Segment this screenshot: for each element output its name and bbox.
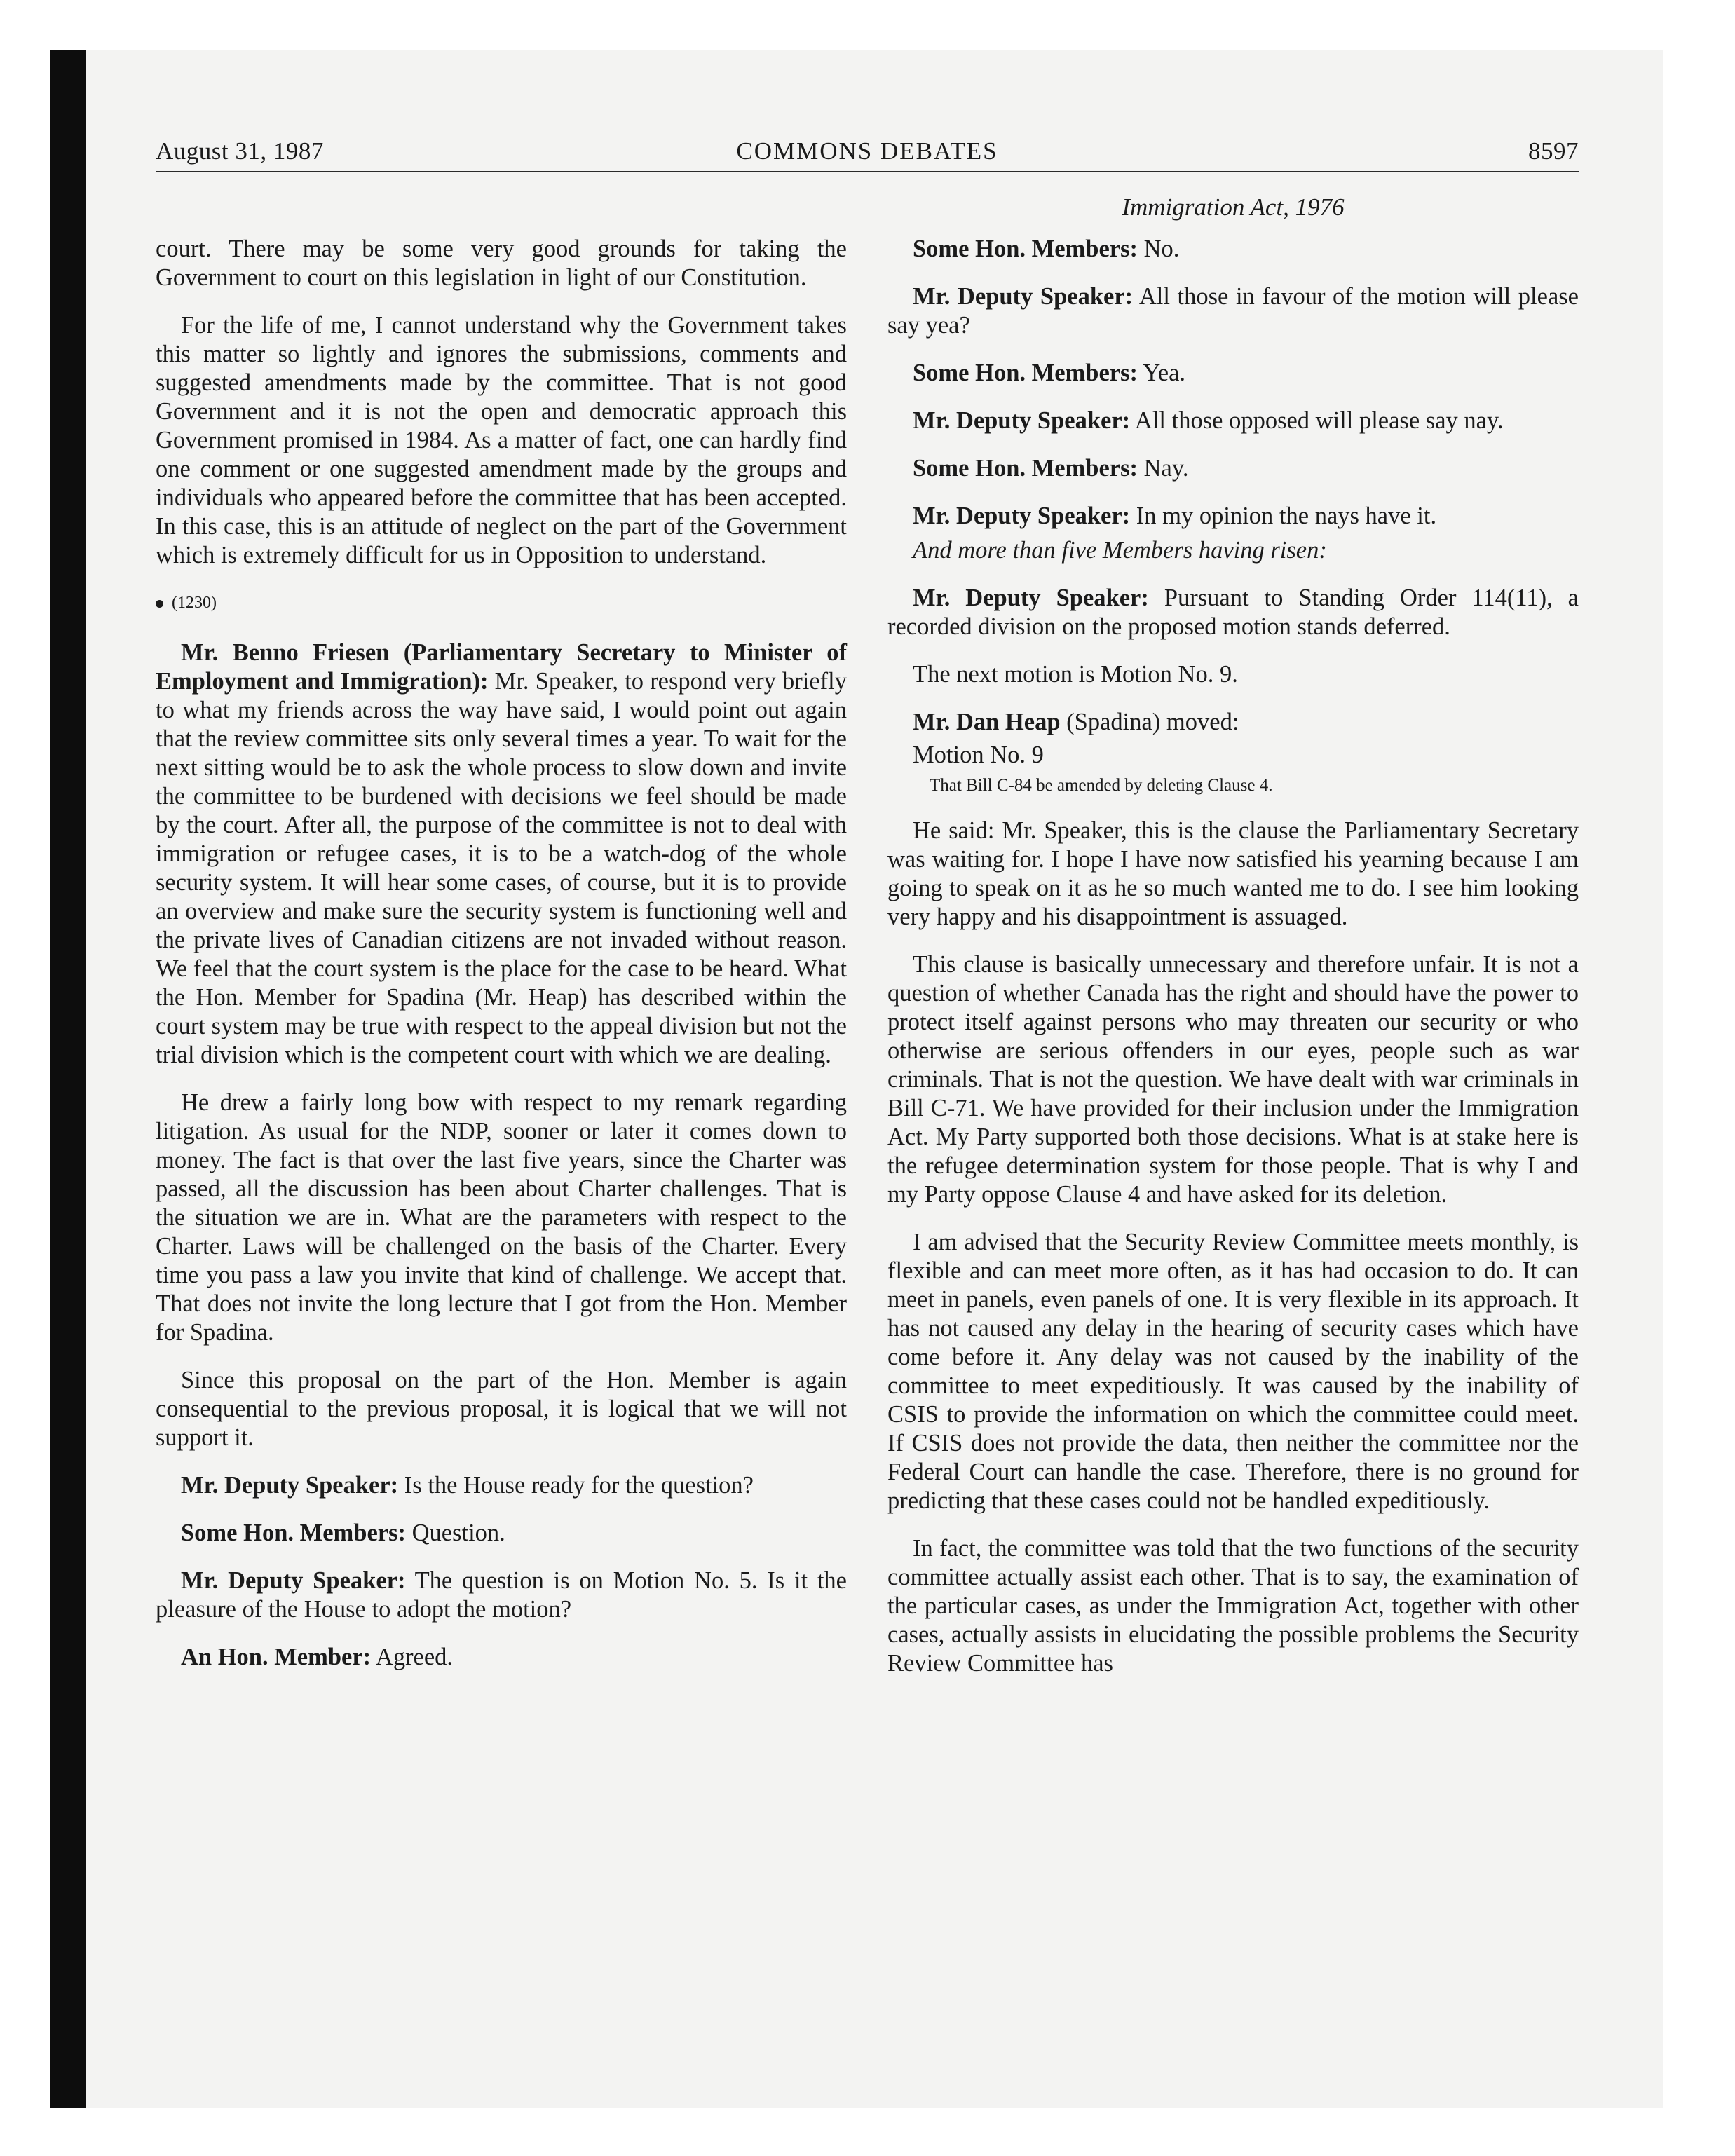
paragraph: He said: Mr. Speaker, this is the clause the Parliamentary Secretary was waiting for. I hope I have now satisfied his yearning because I am going to speak on it as he so much wanted me to do. I see him looking very happy and his disappointment is assuaged. [887,817,1579,930]
speech-text: moved: [1166,709,1239,735]
left-column [156,235,847,1691]
stage-direction: And more than five Members having risen: [913,537,1327,564]
motion-number: Motion No. 9 [913,742,1044,768]
paragraph: court. There may be some very good grounds for taking the Government to court on this legislation in light of our Constitution. [156,236,847,291]
speaker-name: Mr. Deputy Speaker: [913,503,1131,529]
speaker-name: Mr. Dan Heap [913,709,1061,735]
exchange [887,407,1579,435]
right-column [887,235,1579,1697]
header-page-number: 8597 [1528,137,1579,165]
paragraph: This clause is basically unnecessary and therefore unfair. It is not a question of whether Canada has the right and should have the power to protect itself against persons who may threaten our security or who otherwise are serious offenders in our eyes, people such as war criminals. That is not the question. We have dealt with war criminals in Bill C-71. We have provided for their inclusion under the Immigration Act. My Party supported both those decisions. What is at stake here is the refugee determination system for those people. That is why I and my Party oppose Clause 4 and have asked for its deletion. [887,951,1579,1208]
exchange [887,359,1579,388]
speaker-name: Some Hon. Members: [913,360,1138,386]
running-header [156,137,1579,172]
timestamp-text: (1230) [172,594,217,612]
header-date: August 31, 1987 [156,137,324,165]
speech-text: Nay. [1143,455,1189,482]
exchange [887,584,1579,641]
speech-text: All those opposed will please say nay. [1134,407,1504,434]
speaker-name: Mr. Deputy Speaker: [181,1567,406,1594]
speech-text: The question is on Motion No. 5. Is it the pleasure of the House to adopt the motion? [156,1567,847,1623]
speaker-name: Mr. Deputy Speaker: [913,407,1131,434]
speech-text: All those in favour of the motion will please say yea? [887,283,1579,339]
speech-text: Agreed. [375,1644,454,1670]
speech-text: Yea. [1143,360,1186,386]
paragraph: The next motion is Motion No. 9. [913,661,1238,688]
paragraph: Since this proposal on the part of the Hon. Member is again consequential to the previous proposal, it is logical that we will not support it. [156,1367,847,1451]
speech-text: Question. [411,1520,505,1546]
speech-text: Pursuant to Standing Order 114(11), a recorded division on the proposed motion stands deferred. [887,585,1579,640]
speech-text: Is the House ready for the question? [404,1472,754,1499]
timestamp [156,589,847,618]
exchange [887,454,1579,483]
speech-text: In my opinion the nays have it. [1136,503,1437,529]
exchange [156,1471,847,1500]
bullet-icon [156,600,163,608]
motion-text: That Bill C-84 be amended by deleting Clause 4. [930,776,1273,795]
speaker-name: Some Hon. Members: [913,236,1138,262]
speech-friesen [156,639,847,1070]
motion-mover [887,708,1579,737]
header-publication: COMMONS DEBATES [736,137,998,165]
exchange [887,235,1579,264]
speech-text: No. [1143,236,1180,262]
exchange [156,1519,847,1548]
riding: (Spadina) [1066,709,1161,735]
section-subtitle: Immigration Act, 1976 [1122,193,1345,221]
speaker-name: Mr. Deputy Speaker: [181,1472,399,1499]
speaker-name: Some Hon. Members: [181,1520,406,1546]
exchange [887,282,1579,340]
speaker-name: An Hon. Member: [181,1644,372,1670]
exchange [887,502,1579,531]
header-rule [156,171,1579,172]
exchange [156,1643,847,1672]
exchange [156,1567,847,1624]
speaker-name: Mr. Benno Friesen (Parliamentary Secretary to Minister of Employment and Immigration): [156,639,847,695]
speaker-name: Some Hon. Members: [913,455,1138,482]
speaker-name: Mr. Deputy Speaker: [913,585,1149,611]
speech-text: Mr. Speaker, to respond very briefly to what my friends across the way have said, I would point out again that the review committee sits only several times a year. To wait for the next sitting would be to ask the whole process to slow down and invite the committee to be burdened with decisions we feel should be made by the court. After all, the purpose of the committee is not to deal with immigration or refugee cases, it is to be a watch-dog of the whole security system. It will hear some cases, of course, but it is to provide an overview and make sure the security system is functioning well and the private lives of Canadian citizens are not invaded without reason. We feel that the court system is the place for the case to be heard. What the Hon. Member for Spadina (Mr. Heap) has described within the court system may be true with respect to the appeal division but not the trial division which is the competent court with which we are dealing. [156,668,847,1068]
paragraph: For the life of me, I cannot understand why the Government takes this matter so lightly and ignores the submissions, comments and suggested amendments made by the committee. That is not good Government and it is not the open and democratic approach this Government promised in 1984. As a matter of fact, one can hardly find one comment or one suggested amendment made by the groups and individuals who appeared before the committee that has been accepted. In this case, this is an attitude of neglect on the part of the Government which is extremely difficult for us in Opposition to understand. [156,312,847,568]
paragraph: In fact, the committee was told that the two functions of the security committee actually assist each other. That is to say, the examination of the particular cases, as under the Immigration Act, together with other cases, actually assists in elucidating the possible problems the Security Review Committee has [887,1535,1579,1677]
paragraph: He drew a fairly long bow with respect to my remark regarding litigation. As usual for the NDP, sooner or later it comes down to money. The fact is that over the last five years, since the Charter was passed, all the discussion has been about Charter challenges. That is the situation we are in. What are the parameters with respect to the Charter. Laws will be challenged on the basis of the Charter. Every time you pass a law you invite that kind of challenge. We accept that. That does not invite the long lecture that I got from the Hon. Member for Spadina. [156,1089,847,1346]
scan-edge [50,50,86,2108]
speaker-name: Mr. Deputy Speaker: [913,283,1134,310]
paragraph: I am advised that the Security Review Committee meets monthly, is flexible and can meet more often, as it has had occasion to do. It can meet in panels, even panels of one. It is very flexible in its approach. It has not caused any delay in the hearing of security cases which have come before it. Any delay was not caused by the inability of the committee to meet expeditiously. It was caused by the inability of CSIS to provide the information on which the committee could meet. If CSIS does not provide the data, then neither the committee nor the Federal Court can handle the case. Therefore, there is no ground for predicting that these cases could not be handled expeditiously. [887,1229,1579,1514]
